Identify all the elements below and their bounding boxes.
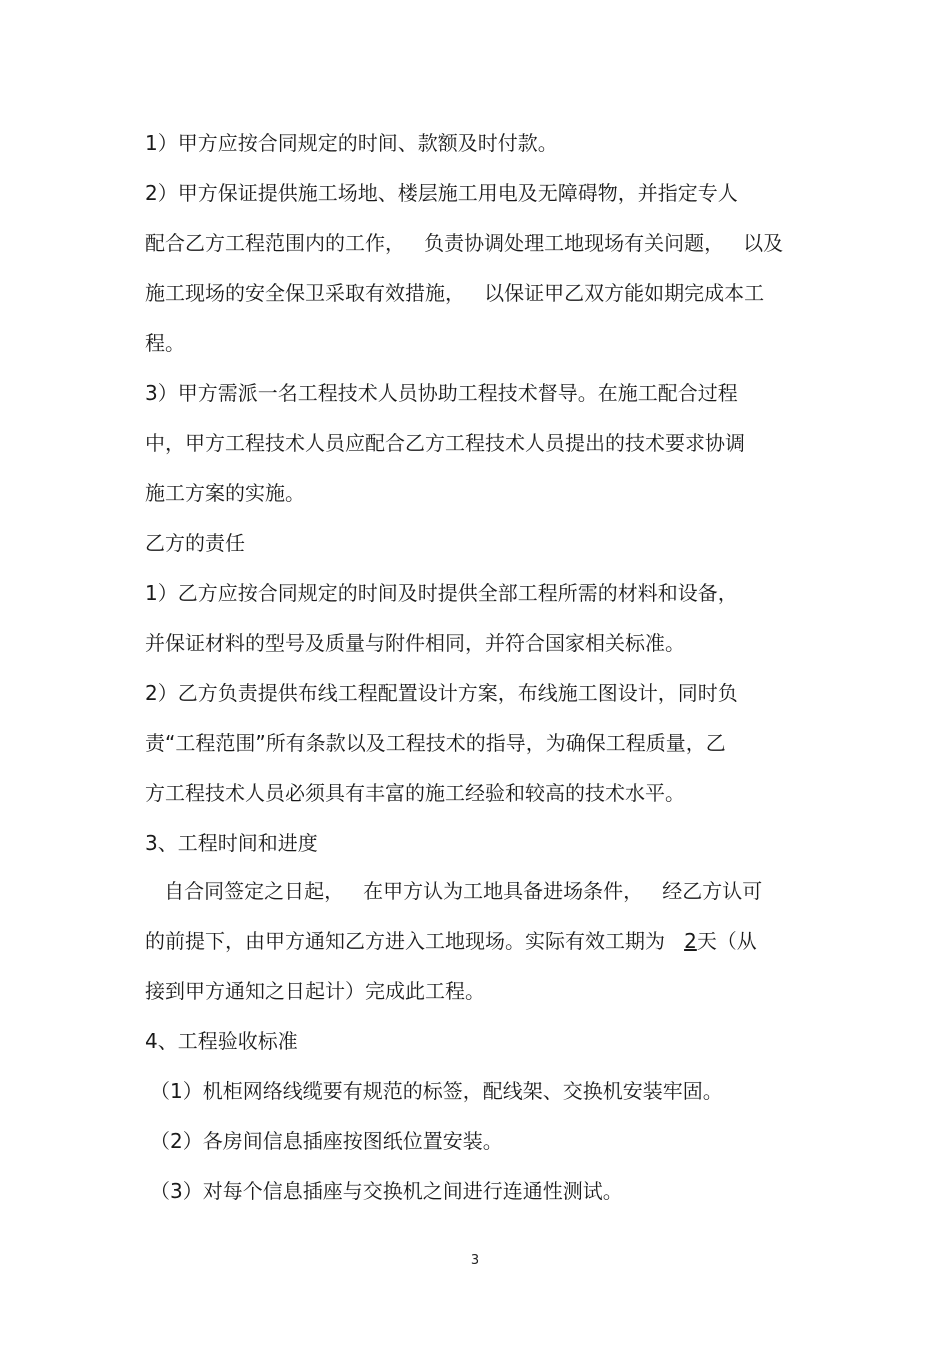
period-line: [145, 928, 757, 954]
paragraph-line: 并保证材料的型号及质量与附件相同，并符合国家相关标准。: [145, 631, 685, 655]
paragraph-line: 程。: [145, 331, 185, 355]
section-heading: 4、工程验收标准: [145, 1029, 298, 1053]
period-text-before: 的前提下，由甲方通知乙方进入工地现场。实际有效工期为: [145, 929, 685, 953]
paragraph-line: 3）甲方需派一名工程技术人员协助工程技术督导。在施工配合过程: [145, 381, 738, 405]
paragraph-line: 配合乙方工程范围内的工作， 负责协调处理工地现场有关问题， 以及: [145, 231, 784, 255]
section-heading: 乙方的责任: [145, 531, 245, 555]
paragraph-line: 中，甲方工程技术人员应配合乙方工程技术人员提出的技术要求协调: [145, 431, 745, 455]
paragraph-line: 施工现场的安全保卫采取有效措施， 以保证甲乙双方能如期完成本工: [145, 281, 765, 305]
paragraph-line: 1）甲方应按合同规定的时间、款额及时付款。: [145, 131, 558, 155]
paragraph-line: 责“工程范围”所有条款以及工程技术的指导，为确保工程质量，乙: [145, 731, 726, 755]
list-item: （3）对每个信息插座与交换机之间进行连通性测试。: [150, 1179, 623, 1203]
paragraph-line: 2）甲方保证提供施工场地、楼层施工用电及无障碍物，并指定专人: [145, 181, 738, 205]
paragraph-line: 自合同签定之日起， 在甲方认为工地具备进场条件， 经乙方认可: [145, 879, 763, 903]
paragraph-line: 2）乙方负责提供布线工程配置设计方案，布线施工图设计，同时负: [145, 681, 738, 705]
paragraph-line: 接到甲方通知之日起计）完成此工程。: [145, 979, 485, 1003]
section-heading: 3、工程时间和进度: [145, 831, 318, 855]
period-days-value: 2: [684, 929, 697, 953]
page-number: 3: [470, 1253, 480, 1268]
paragraph-line: 1）乙方应按合同规定的时间及时提供全部工程所需的材料和设备，: [145, 581, 738, 605]
list-item: （1）机柜网络线缆要有规范的标签，配线架、交换机安装牢固。: [150, 1079, 723, 1103]
paragraph-line: 施工方案的实施。: [145, 481, 305, 505]
period-text-after: 天（从: [696, 929, 757, 953]
list-item: （2）各房间信息插座按图纸位置安装。: [150, 1129, 503, 1153]
paragraph-line: 方工程技术人员必须具有丰富的施工经验和较高的技术水平。: [145, 781, 685, 805]
